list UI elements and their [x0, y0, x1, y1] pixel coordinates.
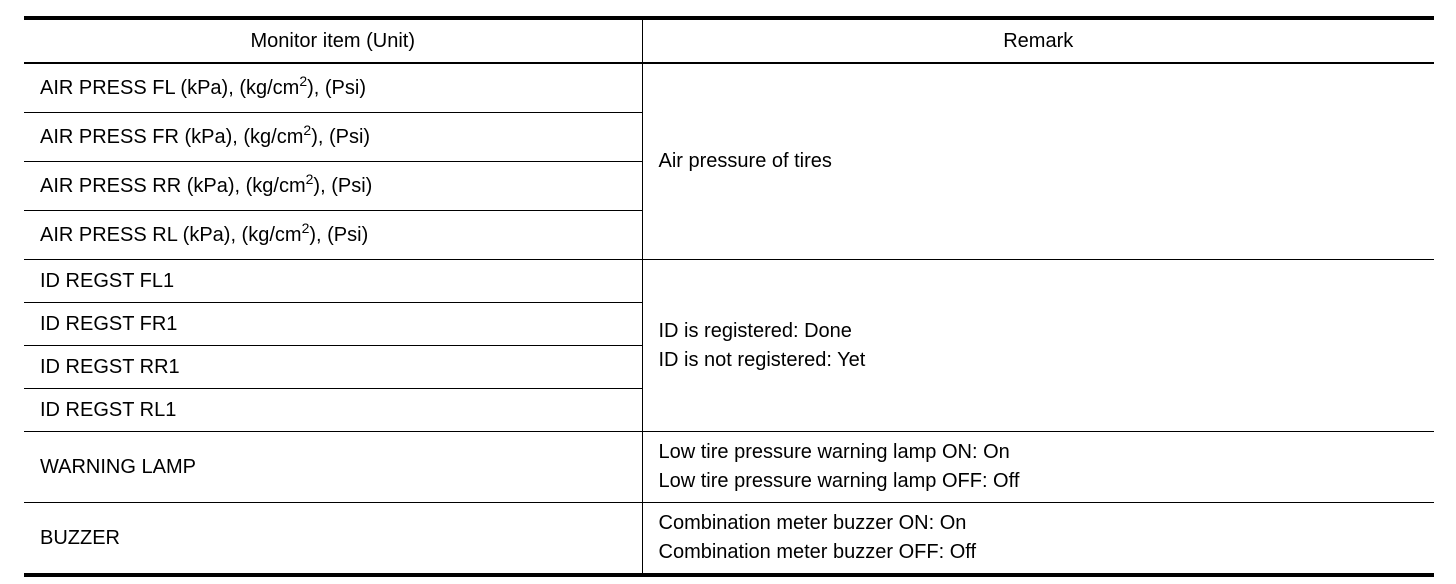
warning-lamp-remark [642, 432, 1434, 503]
warning-lamp-remark-line-1: Low tire pressure warning lamp ON: On [658, 441, 1010, 463]
air-press-fr-item: AIR PRESS FR (kPa), $(kg/cm^2)$, (Psi) [24, 113, 642, 162]
header-row [24, 18, 1434, 63]
id-regst-rr1-item: ID REGST RR1 [24, 346, 642, 389]
monitor-item-table [24, 16, 1434, 577]
air-press-rl-item: AIR PRESS RL (kPa), $(kg/cm^2)$, (Psi) [24, 211, 642, 260]
table-row [24, 432, 1434, 503]
table-row [24, 503, 1434, 576]
air-pressure-remark: Air pressure of tires [642, 63, 1434, 260]
id-regst-fl1-item: ID REGST FL1 [24, 260, 642, 303]
buzzer-item: BUZZER [24, 503, 642, 576]
warning-lamp-remark-line-2: Low tire pressure warning lamp OFF: Off [658, 470, 1020, 492]
table-row [24, 63, 1434, 113]
id-remark-line-2: ID is not registered: Yet [658, 348, 866, 371]
buzzer-remark-line-1: Combination meter buzzer ON: On [658, 512, 967, 534]
buzzer-remark [642, 503, 1434, 576]
id-remark-line-1: ID is registered: Done [658, 319, 852, 342]
air-press-fl-item: AIR PRESS FL (kPa), $(kg/cm^2)$, (Psi) [24, 63, 642, 113]
table-row [24, 260, 1434, 303]
header-monitor-item: Monitor item (Unit) [24, 18, 642, 63]
warning-lamp-item: WARNING LAMP [24, 432, 642, 503]
buzzer-remark-line-2: Combination meter buzzer OFF: Off [658, 541, 977, 563]
id-regst-rl1-item: ID REGST RL1 [24, 389, 642, 432]
id-registration-remark [642, 260, 1434, 432]
header-remark: Remark [642, 18, 1434, 63]
air-press-rr-item: AIR PRESS RR (kPa), $(kg/cm^2)$, (Psi) [24, 162, 642, 211]
id-regst-fr1-item: ID REGST FR1 [24, 303, 642, 346]
